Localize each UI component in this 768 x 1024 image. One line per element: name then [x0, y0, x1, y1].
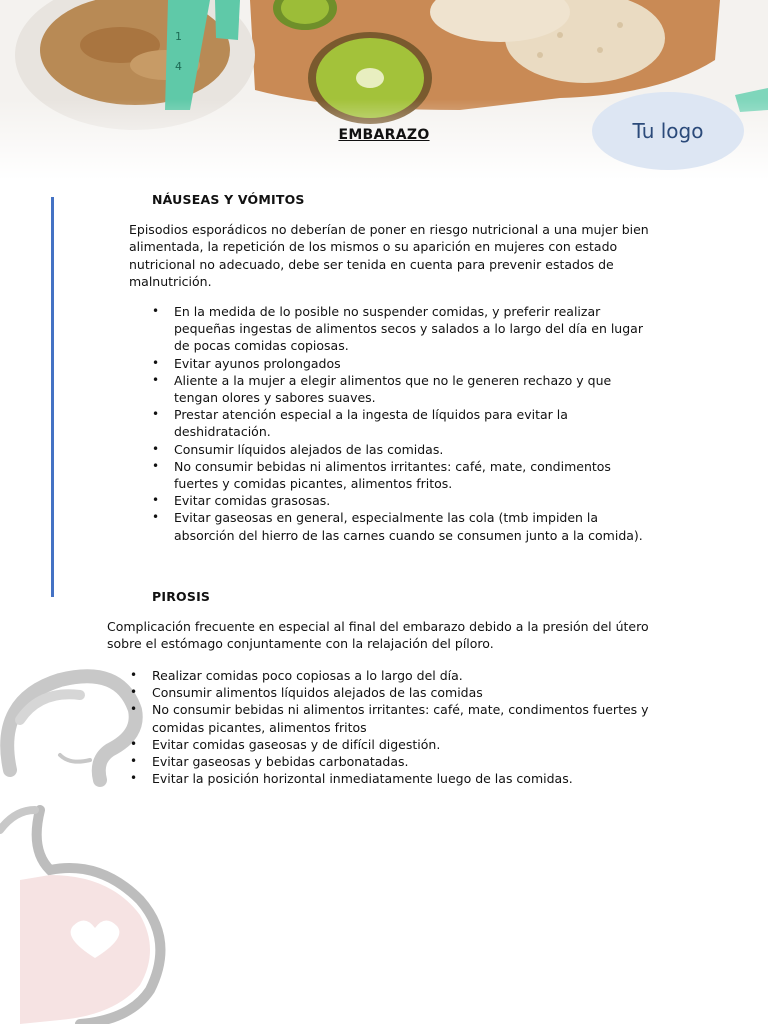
list-item-line: • Aliente a la mujer a elegir alimentos que no le generen rechazo y que [174, 372, 612, 388]
list-item [152, 458, 692, 492]
intro-line: nutricional no adecuado, debe ser tenida en cuenta para prevenir estados de [129, 256, 614, 272]
intro-line: malnutrición. [129, 273, 212, 289]
page-title-text: EMBARAZO [338, 127, 430, 143]
intro-line: Episodios esporádicos no deberían de poner en riesgo nutricional a una mujer bien [129, 222, 649, 237]
section-intro-pirosis [107, 618, 649, 653]
list-item-line: • No consumir bebidas ni alimentos irritantes: café, mate, condimentos fuertes y [152, 702, 649, 718]
list-item-line: deshidratación. [174, 424, 271, 440]
list-item-line: • Evitar ayunos prolongados [174, 355, 341, 371]
list-item [152, 303, 692, 355]
list-item-line: • En la medida de lo posible no suspender comidas, y preferir realizar [174, 304, 601, 319]
intro-line: Complicación frecuente en especial al final del embarazo debido a la presión del útero [107, 619, 649, 634]
bullet-list-pirosis [130, 667, 690, 787]
page-title [0, 124, 768, 143]
bullet-list-nauseas [152, 303, 692, 544]
list-item [152, 406, 692, 440]
list-item [152, 492, 692, 509]
logo-placeholder: Tu logo [592, 92, 744, 170]
section-heading-pirosis: PIROSIS [152, 589, 211, 604]
list-item [152, 372, 692, 406]
intro-line: alimentada, la repetición de los mismos o su aparición en mujeres con estado [129, 239, 618, 255]
list-item-line: comidas picantes, alimentos fritos [152, 719, 367, 735]
list-item [152, 441, 692, 458]
list-item-line: • Realizar comidas poco copiosas a lo largo del día. [152, 668, 463, 683]
list-item [130, 684, 690, 701]
list-item-line: • Evitar gaseosas y bebidas carbonatadas. [152, 754, 409, 770]
list-item-line: • Prestar atención especial a la ingesta de líquidos para evitar la [174, 407, 568, 423]
list-item [130, 667, 690, 684]
list-item-line: • Consumir líquidos alejados de las comidas. [174, 441, 444, 457]
list-item [130, 701, 690, 735]
list-item [130, 736, 690, 753]
list-item-line: • Evitar comidas gaseosas y de difícil digestión. [152, 736, 441, 752]
section-intro-nauseas [129, 221, 649, 290]
list-item-line: fuertes y comidas picantes, alimentos fritos. [174, 476, 453, 492]
list-item-line: de pocas comidas copiosas. [174, 338, 349, 354]
list-item-line: • Evitar gaseosas en general, especialmente las cola (tmb impiden la [174, 510, 599, 526]
list-item [152, 509, 692, 543]
list-item [130, 770, 690, 787]
intro-line: sobre el estómago conjuntamente con la relajación del píloro. [107, 636, 494, 652]
list-item-line: absorción del hierro de las carnes cuando se consumen junto a la comida). [174, 527, 643, 543]
list-item-line: pequeñas ingestas de alimentos secos y salados a lo largo del día en lugar [174, 321, 643, 337]
list-item-line: • Evitar comidas grasosas. [174, 493, 331, 509]
list-item [130, 753, 690, 770]
section-heading-nauseas: NÁUSEAS Y VÓMITOS [152, 192, 305, 207]
list-item-line: • No consumir bebidas ni alimentos irritantes: café, mate, condimentos [174, 458, 611, 474]
list-item-line: tengan olores y sabores suaves. [174, 390, 376, 406]
list-item [152, 355, 692, 372]
list-item-line: • Evitar la posición horizontal inmediatamente luego de las comidas. [152, 771, 573, 787]
accent-vertical-bar [51, 197, 54, 597]
list-item-line: • Consumir alimentos líquidos alejados de las comidas [152, 685, 483, 701]
